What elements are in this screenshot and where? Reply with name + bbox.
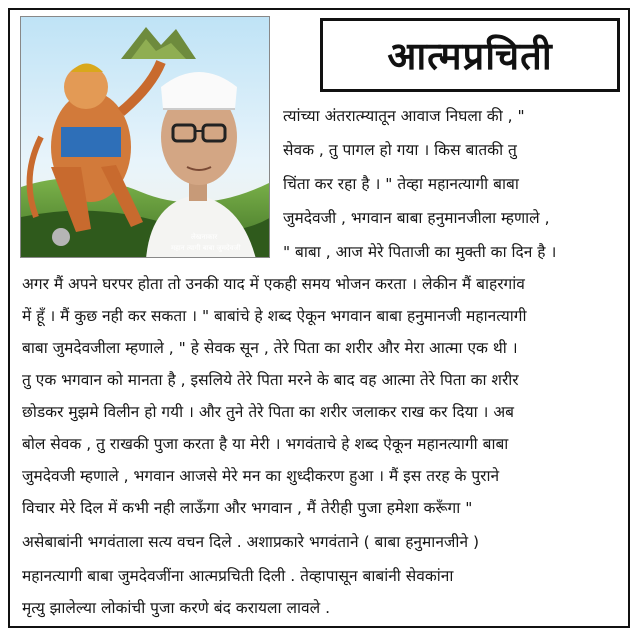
text-line: मृत्यु झालेल्या लोकांची पुजा करणे बंद करायला लावले . [22, 599, 330, 617]
text-line: जुमदेवजी , भगवान बाबा हनुमानजीला म्हणाले , [283, 209, 550, 227]
page-title: आत्मप्रचिती [387, 34, 553, 78]
text-line: चिंता कर रहा है । " तेव्हा महानत्यागी बाबा [283, 175, 519, 193]
text-line: में हूँ । मैं कुछ नही कर सकता । " बाबांचे हे शब्द ऐकून भगवान बाबा हनुमानजी महानत्यागी [22, 307, 527, 325]
title-box [320, 18, 620, 92]
text-line: त्यांच्या अंतरात्म्यातून आवाज निघला की , " [283, 107, 525, 125]
photo-caption-2: महान त्यागी बाबा जुमदेवजी [171, 244, 241, 252]
text-line: अगर मैं अपने घरपर होता तो उनकी याद में एकही समय भोजन करता । लेकीन मैं बाहरगांव [22, 275, 525, 293]
text-line: विचार मेरे दिल में कभी नही लाऊँगा और भगवान , मैं तेरीही पुजा हमेशा करूँगा " [22, 499, 473, 517]
text-line: महानत्यागी बाबा जुमदेवजींना आत्मप्रचिती दिली . तेव्हापासून बाबांनी सेवकांना [22, 567, 454, 585]
portrait-image [20, 16, 270, 258]
text-line: असेबाबांनी भगवंताला सत्य वचन दिले . अशाप्रकारे भगवंताने ( बाबा हनुमानजीने ) [22, 533, 480, 551]
text-line: बाबा जुमदेवजीला म्हणाले , " हे सेवक सून , तेरे पिता का शरीर और मेरा आत्मा एक थी । [22, 339, 518, 357]
photo-caption-1: लेखनाकार [191, 233, 218, 241]
text-line: " बाबा , आज मेरे पिताजी का मुक्ती का दिन है । [283, 243, 557, 261]
text-line: जुमदेवजी म्हणाले , भगवान आजसे मेरे मन का शुध्दीकरण हुआ । मैं इस तरह के पुराने [22, 467, 500, 485]
text-line: बोल सेवक , तु राखकी पुजा करता है या मेरी । भगवंताचे हे शब्द ऐकून महानत्यागी बाबा [22, 435, 509, 453]
text-line: सेवक , तु पागल हो गया । किस बातकी तु [283, 141, 517, 159]
text-line: तु एक भगवान को मानता है , इसलिये तेरे पिता मरने के बाद वह आत्मा तेरे पिता का शरीर [22, 371, 519, 389]
text-line: छोडकर मुझमे विलीन हो गयी । और तुने तेरे पिता का शरीर जलाकर राख कर दिया । अब [22, 403, 515, 421]
